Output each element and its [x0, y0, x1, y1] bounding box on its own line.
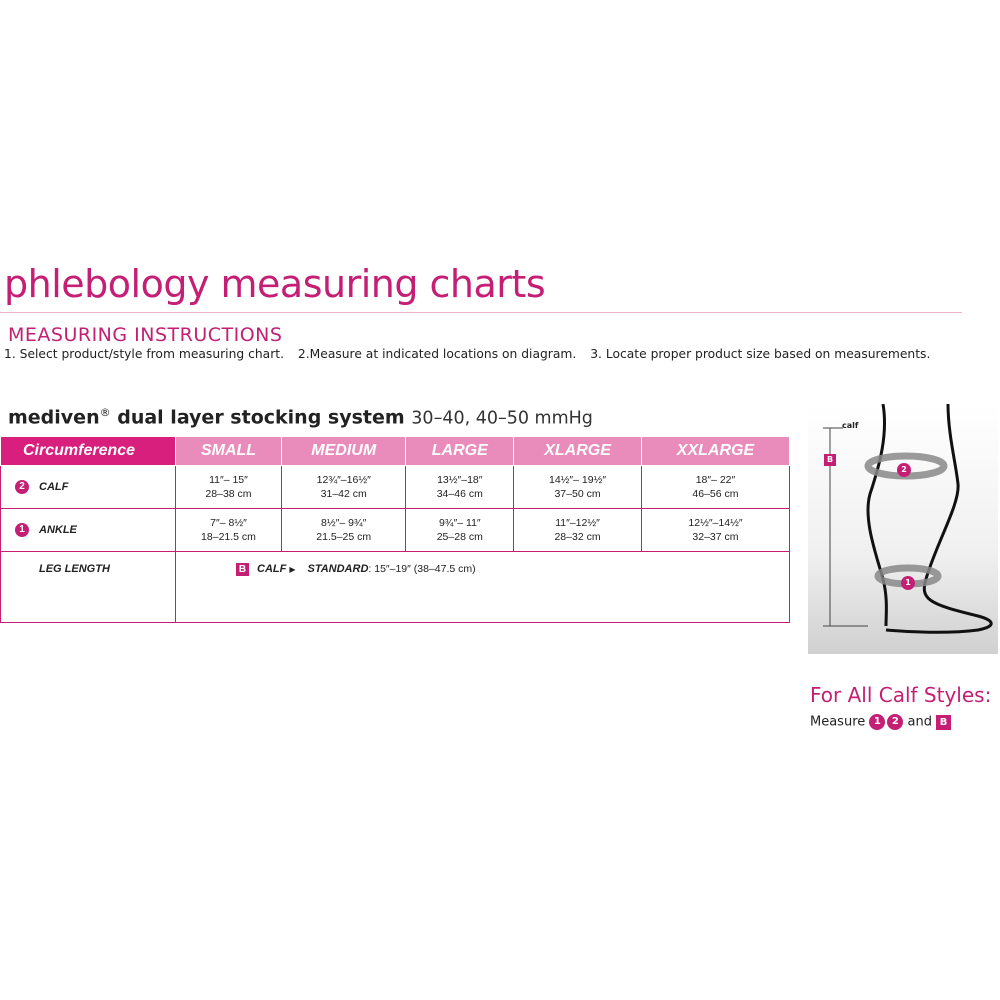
marker-2-badge: 2: [887, 714, 903, 730]
marker-1-badge: 1: [869, 714, 885, 730]
table-row-ankle: [1, 509, 790, 552]
table-cell: [176, 466, 282, 509]
header-size-medium: MEDIUM: [281, 437, 405, 466]
instruction-step-1: 1. Select product/style from measuring chart.: [4, 347, 284, 361]
cell-cm: 46–56 cm: [692, 488, 739, 500]
cell-inches: 18″– 22″: [695, 474, 736, 486]
product-title: [8, 406, 593, 428]
registered-mark: ®: [99, 406, 111, 419]
cell-cm: 25–28 cm: [436, 531, 483, 543]
table-cell: [641, 509, 789, 552]
instructions-heading: MEASURING INSTRUCTIONS: [8, 324, 283, 346]
title-divider: [0, 312, 962, 313]
row-label-text: CALF: [39, 480, 69, 493]
header-size-xxlarge: XXLARGE: [641, 437, 789, 466]
instruction-step-2: 2.Measure at indicated locations on diagram.: [297, 347, 577, 361]
header-size-large: LARGE: [406, 437, 514, 466]
leg-diagram: [808, 404, 998, 654]
cell-cm: 32–37 cm: [692, 531, 739, 543]
product-pressure: 30–40, 40–50 mmHg: [411, 408, 593, 429]
marker-1-label: 1: [905, 578, 911, 587]
leg-length-calf: CALF: [257, 563, 287, 575]
measure-text: Measure: [810, 714, 866, 730]
standard-label: STANDARD: [307, 563, 369, 575]
row-label-text: ANKLE: [39, 523, 77, 536]
cell-inches: 14½″– 19½″: [549, 474, 607, 486]
footer-heading: For All Calf Styles:: [810, 683, 992, 707]
row-label-ankle: [1, 509, 176, 552]
cell-inches: 7″– 8½″: [210, 517, 247, 529]
cell-cm: 37–50 cm: [554, 488, 601, 500]
row-label-leg-length: LEG LENGTH: [1, 552, 176, 623]
standard-value: : 15″–19″ (38–47.5 cm): [368, 563, 476, 575]
leg-outline-front: [886, 404, 991, 632]
cell-inches: 13½″–18″: [437, 474, 483, 486]
instructions-text: [4, 347, 994, 361]
leg-illustration: [808, 404, 998, 654]
marker-2-badge: 2: [15, 480, 29, 494]
page-title: phlebology measuring charts: [4, 262, 546, 306]
header-circumference: Circumference: [1, 437, 176, 466]
product-name: dual layer stocking system: [110, 406, 412, 429]
cell-inches: 11″–12½″: [555, 517, 600, 529]
marker-2-label: 2: [901, 465, 907, 474]
cell-inches: 12½″–14½″: [688, 517, 743, 529]
size-chart-table: [0, 436, 790, 623]
table-cell: [514, 509, 642, 552]
b-marker-badge: B: [236, 563, 249, 576]
cell-cm: 18–21.5 cm: [201, 531, 256, 543]
table-header-row: [1, 437, 790, 466]
leg-outline-back: [868, 404, 886, 626]
table-cell: [176, 509, 282, 552]
table-cell: [281, 509, 405, 552]
cell-cm: 31–42 cm: [320, 488, 367, 500]
cell-inches: 12¾″–16½″: [316, 474, 371, 486]
row-label-calf: [1, 466, 176, 509]
and-text: and: [907, 714, 932, 730]
triangle-right-icon: ▶: [289, 565, 296, 574]
cell-inches: 9¾″– 11″: [438, 517, 481, 529]
cell-cm: 28–38 cm: [205, 488, 252, 500]
cell-cm: 34–46 cm: [436, 488, 483, 500]
header-size-xlarge: XLARGE: [514, 437, 642, 466]
header-size-small: SMALL: [176, 437, 282, 466]
table-row-calf: [1, 466, 790, 509]
cell-inches: 8½″– 9¾″: [321, 517, 367, 529]
footer-measure: [810, 714, 951, 730]
table-cell: [281, 466, 405, 509]
product-brand: mediven: [8, 406, 100, 429]
calf-label: calf: [842, 421, 859, 430]
table-cell: [514, 466, 642, 509]
b-marker-badge: B: [936, 715, 951, 730]
leg-length-value: [176, 552, 790, 623]
table-cell: [641, 466, 789, 509]
cell-cm: 28–32 cm: [554, 531, 601, 543]
table-cell: [406, 509, 514, 552]
b-marker-label: B: [826, 455, 834, 464]
cell-cm: 21.5–25 cm: [316, 531, 372, 543]
cell-inches: 11″– 15″: [209, 474, 248, 486]
table-row-leg-length: [1, 552, 790, 623]
table-cell: [406, 466, 514, 509]
instruction-step-3: 3. Locate proper product size based on measurements.: [590, 347, 931, 361]
marker-1-badge: 1: [15, 523, 29, 537]
